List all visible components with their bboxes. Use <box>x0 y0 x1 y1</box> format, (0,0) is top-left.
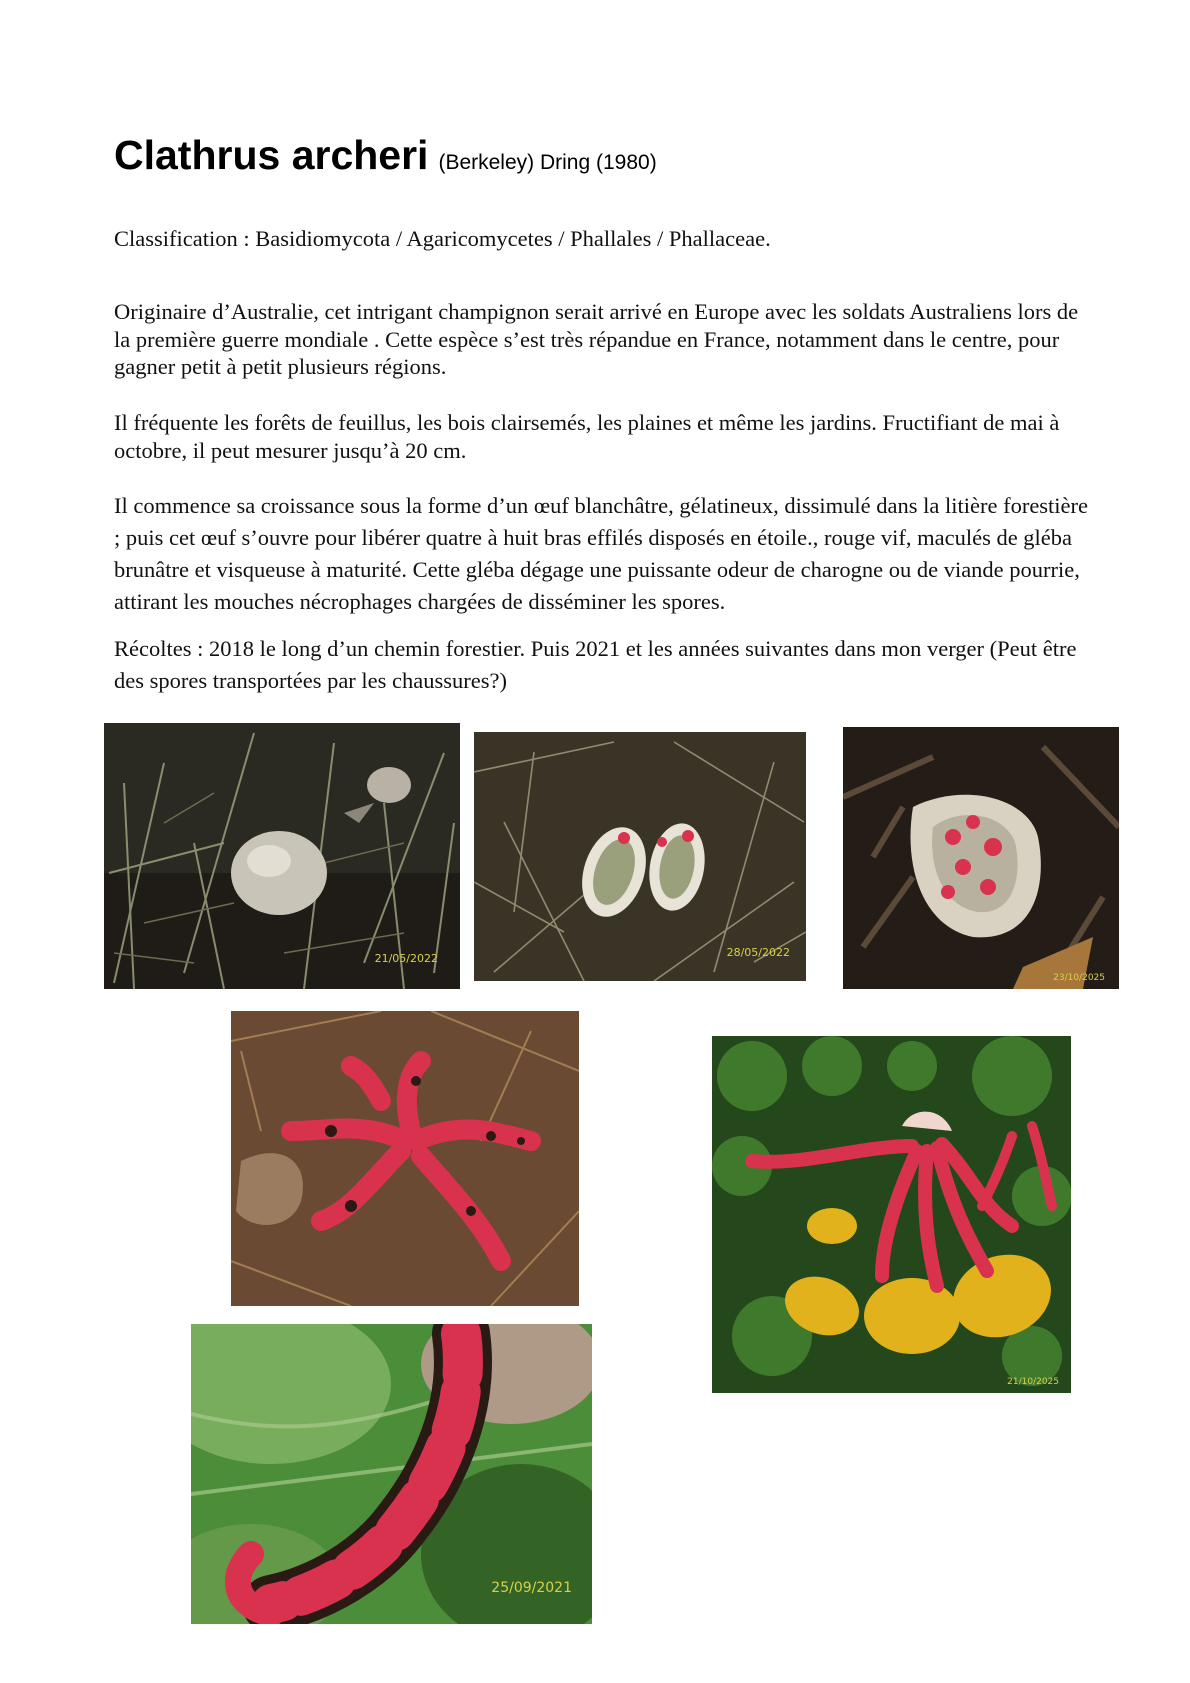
paragraph-habitat: Il fréquente les forêts de feuillus, les bois clairsemés, les plaines et même les jardins. Fructifiant de mai à octobre, il peut mesurer jusqu’à 20 cm. <box>114 410 1060 463</box>
photo-arm-closeup <box>191 1324 592 1624</box>
photo-opening-egg <box>843 727 1119 989</box>
page-title <box>114 132 657 179</box>
photo-date: 21/05/2022 <box>374 952 438 965</box>
photo-red-arms-litter <box>231 1011 579 1306</box>
paragraph-origin: Originaire d’Australie, cet intrigant champignon serait arrivé en Europe avec les soldats Australiens lors de la première guerre mondiale . Cette espèce s’est très répandue en France, notamment dans le centre, pour gagner petit à petit plusieurs régions. <box>114 299 1079 379</box>
paragraph-harvests: Récoltes : 2018 le long d’un chemin forestier. Puis 2021 et les années suivantes dans mon verger (Peut être des spores transportées par les chaussures?) <box>114 636 1077 693</box>
photo-date: 23/10/2025 <box>1053 973 1105 983</box>
paragraph-growth: Il commence sa croissance sous la forme d’un œuf blanchâtre, gélatineux, dissimulé dans la litière forestière ; puis cet œuf s’ouvre pour libérer quatre à huit bras effilés disposés en étoile., rouge vif, maculés de gléba brunâtre et visqueuse à maturité. Cette gléba dégage une puissante odeur de charogne ou de viande pourrie, attirant les mouches nécrophages chargées de disséminer les spores. <box>114 493 1089 614</box>
scientific-name: Clathrus archeri <box>114 132 429 178</box>
classification-text: Classification : Basidiomycota / Agaricomycetes / Phallales / Phallaceae. <box>114 226 771 251</box>
photo-egg-in-grass <box>104 723 460 989</box>
photo-date: 28/05/2022 <box>726 946 790 959</box>
photo-date: 25/09/2021 <box>491 1580 572 1596</box>
photo-arms-yellow-leaves <box>712 1036 1071 1393</box>
photo-egg-section <box>474 732 806 981</box>
authority: (Berkeley) Dring (1980) <box>438 151 657 174</box>
photo-date: 21/10/2025 <box>1007 1377 1059 1387</box>
